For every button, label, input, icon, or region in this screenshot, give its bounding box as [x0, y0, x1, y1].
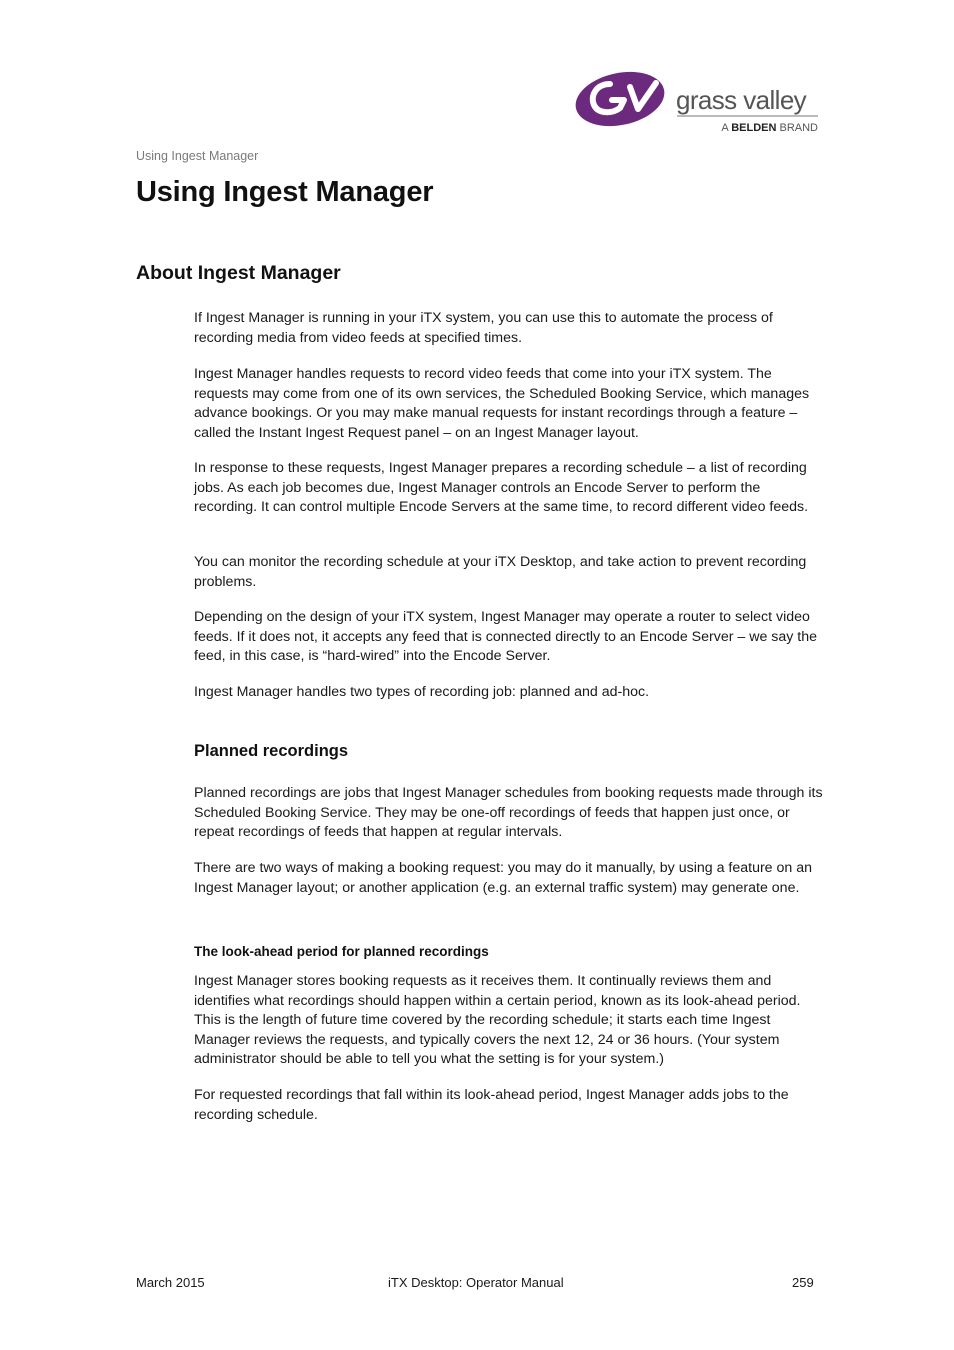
page-title: Using Ingest Manager: [136, 176, 434, 208]
paragraph: Planned recordings are jobs that Ingest Manager schedules from booking requests made through its Scheduled Booking Service. They may be one-off recordings of feeds that happen just once, or repeat recordings of feeds that happen at regular intervals.: [194, 785, 823, 841]
logo-tagline: A BELDEN BRAND: [721, 122, 818, 134]
footer-doc-title: iTX Desktop: Operator Manual: [388, 1275, 564, 1290]
paragraph: You can monitor the recording schedule at your iTX Desktop, and take action to prevent recording problems.: [194, 554, 807, 590]
paragraph: For requested recordings that fall within its look-ahead period, Ingest Manager adds jobs to the recording schedule.: [194, 1087, 789, 1123]
paragraph: Ingest Manager stores booking requests as it receives them. It continually reviews them and identifies what recordings should happen within a certain period, known as its look-ahead period. This is the length of future time covered by the recording schedule; it starts each time Ingest Manager reviews the requests, and typically covers the next 12, 24 or 36 hours. (Your system administrator should be able to tell you what the setting is for your system.): [194, 973, 801, 1068]
logo-wordmark: grass valley: [676, 85, 807, 115]
paragraph: If Ingest Manager is running in your iTX system, you can use this to automate the process of recording media from video feeds at specified times.: [194, 310, 773, 346]
footer-page-number: 259: [792, 1275, 814, 1290]
paragraph: Depending on the design of your iTX system, Ingest Manager may operate a router to select video feeds. If it does not, it accepts any feed that is connected directly to an Encode Server – we say the feed, in this case, is “hard-wired” into the Encode Server.: [194, 609, 818, 665]
section-heading-about: About Ingest Manager: [136, 262, 341, 284]
paragraph: There are two ways of making a booking request: you may do it manually, by using a feature on an Ingest Manager layout; or another application (e.g. an external traffic system) may generate one.: [194, 860, 813, 896]
grass-valley-logo: [574, 70, 822, 134]
paragraph: Ingest Manager handles requests to record video feeds that come into your iTX system. The requests may come from one of its own services, the Scheduled Booking Service, which manages advance bookings. Or you may make manual requests for instant recordings through a feature – called the Instant Ingest Request panel – on an Ingest Manager layout.: [194, 366, 810, 441]
grass-valley-gv-logo-icon: [574, 70, 822, 134]
breadcrumb: Using Ingest Manager: [136, 149, 259, 163]
paragraph: Ingest Manager handles two types of recording job: planned and ad-hoc.: [194, 684, 650, 700]
footer-date: March 2015: [136, 1275, 205, 1290]
paragraph: In response to these requests, Ingest Manager prepares a recording schedule – a list of recording jobs. As each job becomes due, Ingest Manager controls an Encode Server to perform the recording. It can control multiple Encode Servers at the same time, to record different video feeds.: [194, 460, 809, 516]
section-heading-lookahead: The look-ahead period for planned recordings: [194, 944, 489, 959]
section-heading-planned: Planned recordings: [194, 742, 349, 760]
